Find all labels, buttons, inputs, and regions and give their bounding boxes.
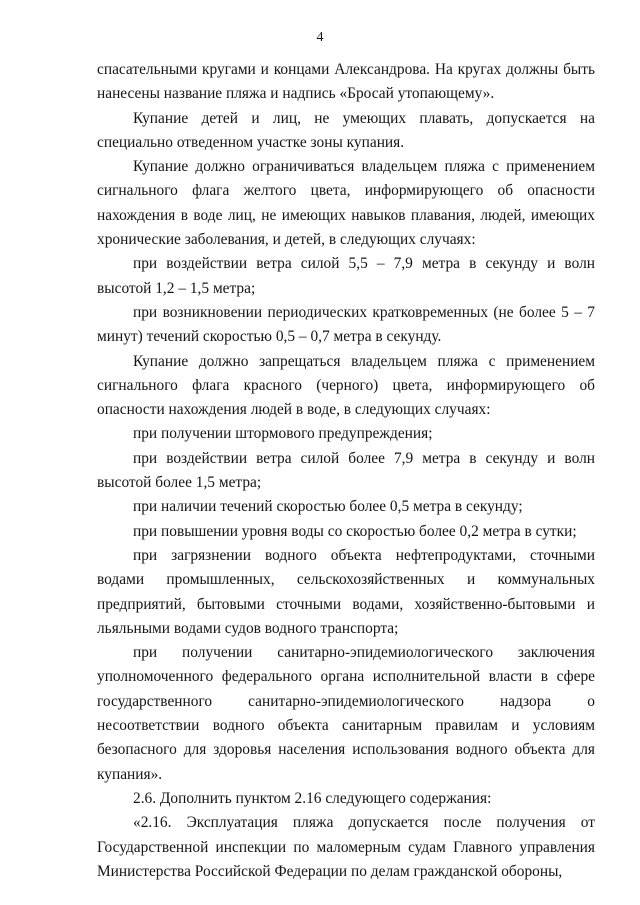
paragraph: спасательными кругами и концами Александрова. На кругах должны быть нанесены название пляжа и надпись «Бросай утопающему». [97,61,595,103]
paragraph: «2.16. Эксплуатация пляжа допускается после получения от Государственной инспекции по маломерным судам Главного управления Министерства Российской Федерации по делам гражданской обороны, [97,814,595,880]
paragraph: Купание должно ограничиваться владельцем пляжа с применением сигнального флага желтого цвета, информирующего об опасности нахождения в воде лиц, не имеющих навыков плавания, людей, имеющих хронические заболевания, и детей, в следующих случаях: [97,158,595,249]
paragraph: при загрязнении водного объекта нефтепродуктами, сточными водами промышленных, сельскохозяйственных и коммунальных предприятий, бытовыми сточными водами, хозяйственно-бытовыми и льяльными водами судов водного транспорта; [97,546,595,637]
page-number: 4 [316,30,324,45]
paragraph: при получении санитарно-эпидемиологического заключения уполномоченного федерального органа исполнительной власти в сфере государственного санитарно-эпидемиологического надзора о несоответствии водного объекта санитарным правилам и условиям безопасного для здоровья населения использования водного объекта для купания». [97,644,595,783]
paragraph: при воздействии ветра силой более 7,9 метра в секунду и волн высотой более 1,5 метра; [97,449,595,492]
paragraph: Купание детей и лиц, не умеющих плавать, допускается на специально отведенном участке зоны купания. [97,109,595,151]
paragraph: при получении штормового предупреждения; [133,425,433,443]
paragraph: при наличии течений скоростью более 0,5 метра в секунду; [133,498,523,516]
paragraph: при возникновении периодических кратковременных (не более 5 – 7 минут) течений скоростью 0,5 – 0,7 метра в секунду. [97,303,595,346]
paragraph: 2.6. Дополнить пунктом 2.16 следующего содержания: [133,789,492,807]
paragraph: при воздействии ветра силой 5,5 – 7,9 метра в секунду и волн высотой 1,2 – 1,5 метра; [97,255,595,297]
paragraph: Купание должно запрещаться владельцем пляжа с применением сигнального флага красного (черного) цвета, информирующего об опасности нахождения людей в воде, в следующих случаях: [97,352,595,419]
paragraph: при повышении уровня воды со скоростью более 0,2 метра в сутки; [133,522,577,540]
body-text [97,58,595,884]
